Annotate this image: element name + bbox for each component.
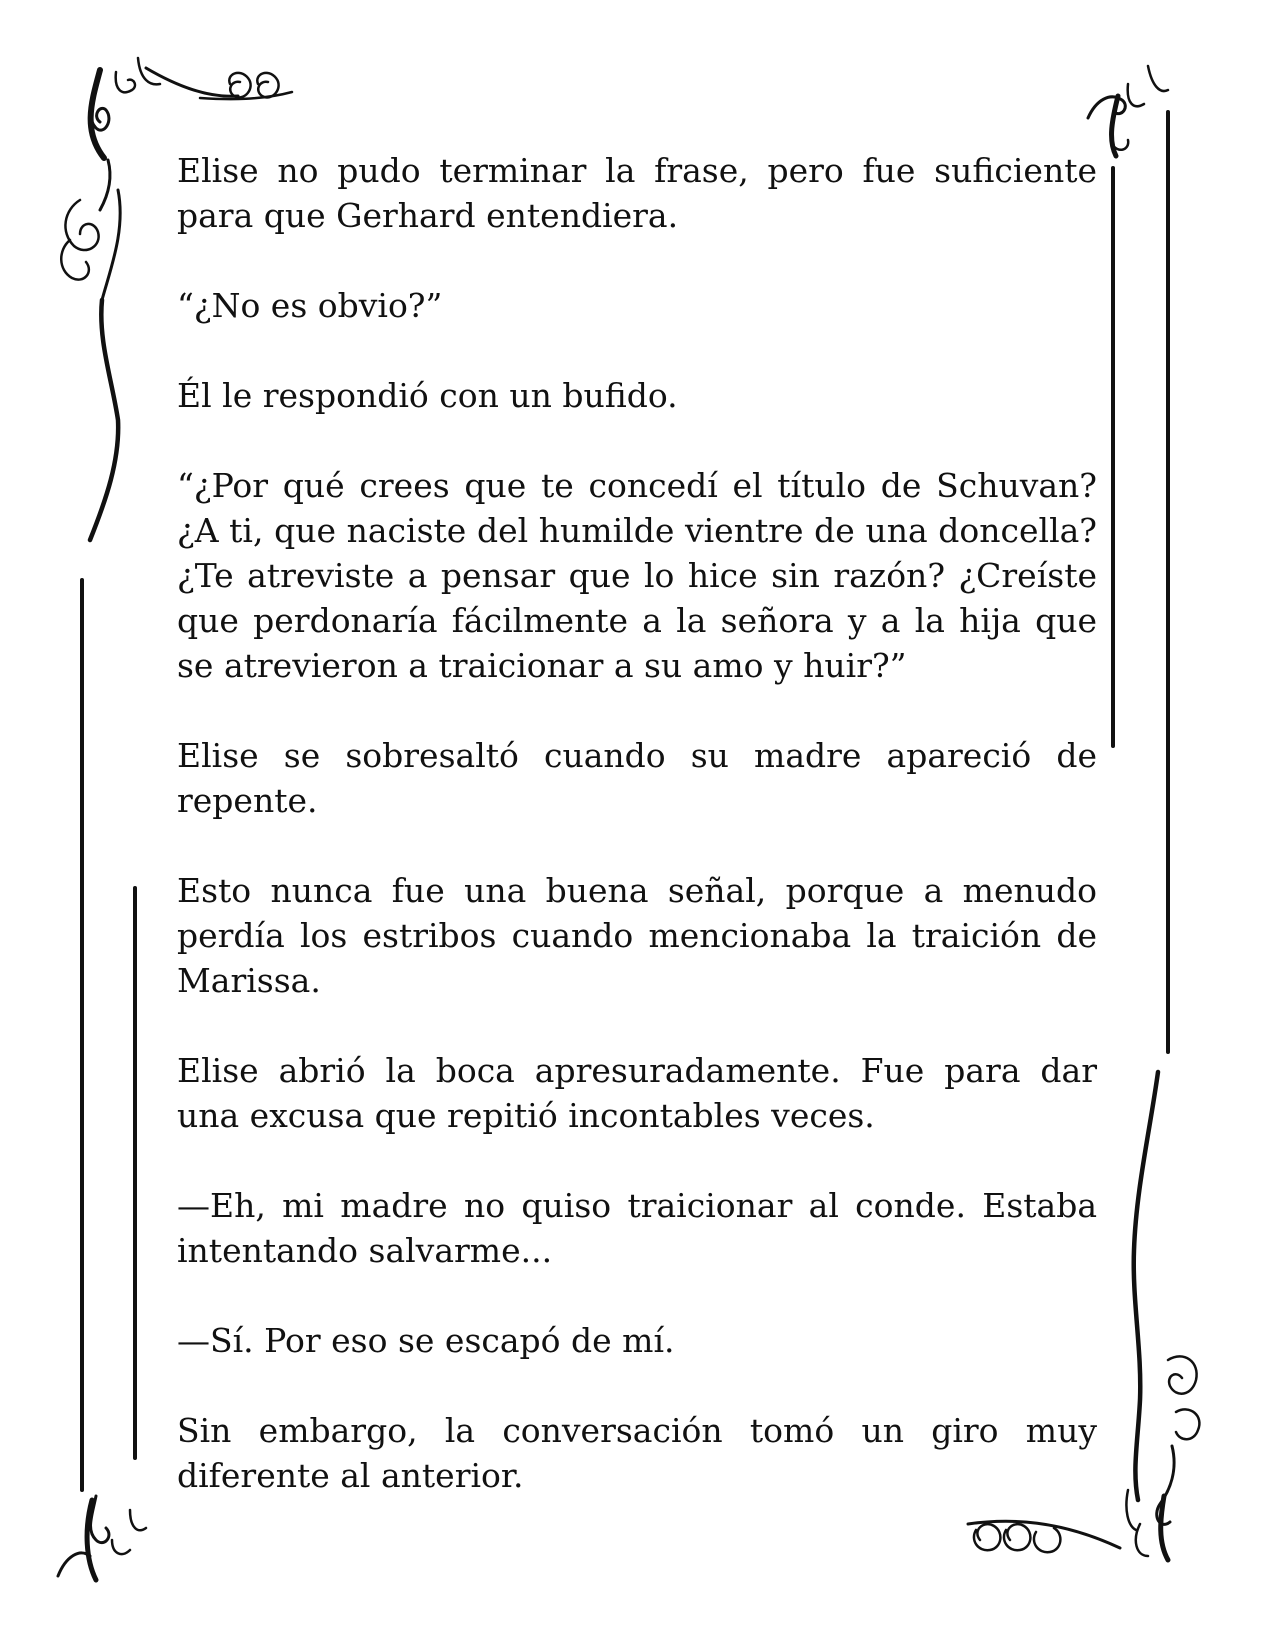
paragraph-10: Sin embargo, la conversación tomó un giro muy diferente al anterior. <box>177 1411 1097 1495</box>
paragraph-1: Elise no pudo terminar la frase, pero fue suficiente para que Gerhard entendiera. <box>177 151 1097 235</box>
document-body <box>177 148 1097 1498</box>
paragraph-3: Él le respondió con un bufido. <box>177 376 678 415</box>
paragraph-6: Esto nunca fue una buena señal, porque a menudo perdía los estribos cuando mencionaba la traición de Marissa. <box>177 871 1097 1000</box>
bottom-left-flourish-icon <box>58 1496 146 1580</box>
paragraph-7: Elise abrió la boca apresuradamente. Fue para dar una excusa que repitió incontables veces. <box>177 1051 1097 1135</box>
paragraph-8: —Eh, mi madre no quiso traicionar al conde. Estaba intentando salvarme... <box>177 1186 1097 1270</box>
paragraph-5: Elise se sobresaltó cuando su madre apareció de repente. <box>177 736 1097 820</box>
paragraph-4: “¿Por qué crees que te concedí el título de Schuvan? ¿A ti, que naciste del humilde vientre de una doncella? ¿Te atreviste a pensar que lo hice sin razón? ¿Creíste que perdonaría fácilmente a la señora y a la hija que se atrevieron a traicionar a su amo y huir?” <box>177 466 1097 685</box>
paragraph-2: “¿No es obvio?” <box>177 286 443 325</box>
paragraph-9: —Sí. Por eso se escapó de mí. <box>177 1321 675 1360</box>
top-right-flourish-icon <box>1088 66 1168 156</box>
